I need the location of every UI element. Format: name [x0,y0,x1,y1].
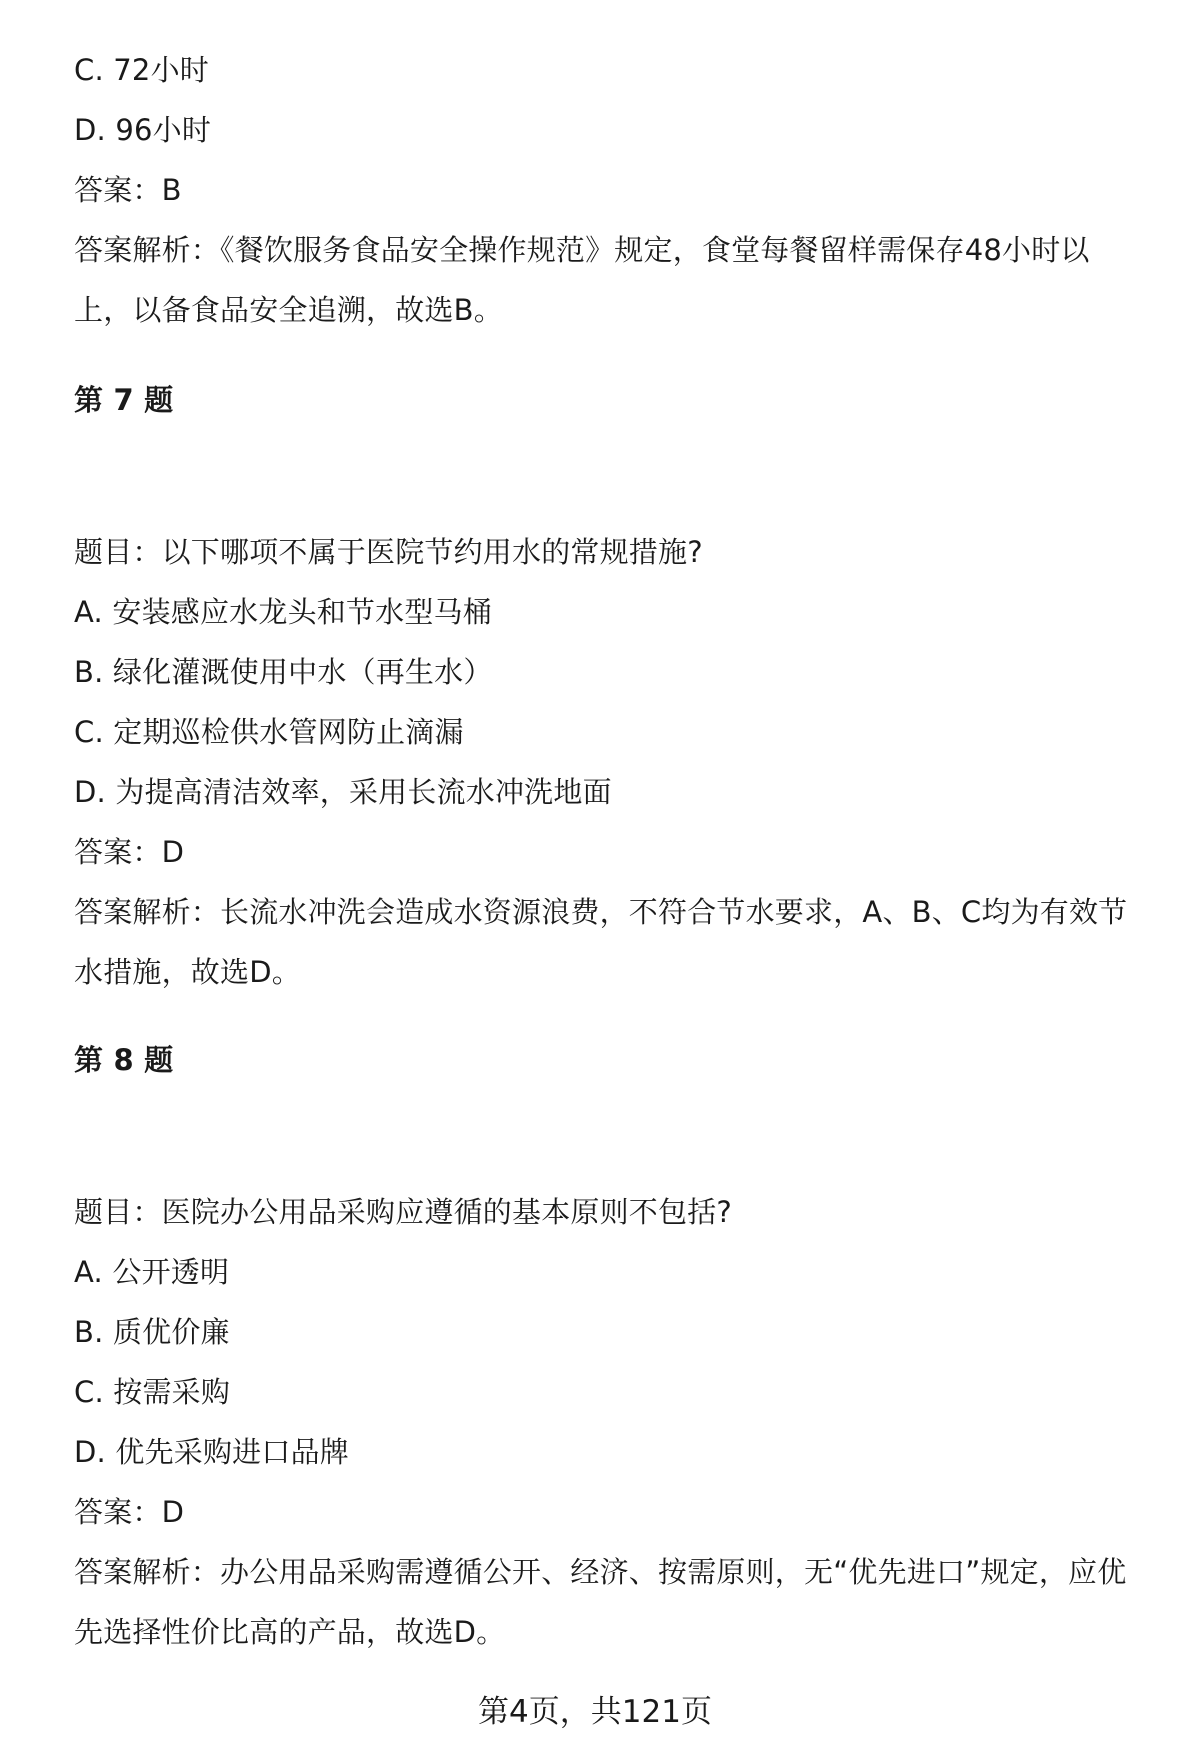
q7-option-c: C. 定期巡检供水管网防止滴漏 [74,715,464,749]
q6-option-d: D. 96小时 [74,113,212,147]
q8-answer: 答案：D [74,1495,185,1529]
q8-option-c: C. 按需采购 [74,1375,231,1409]
q7-answer: 答案：D [74,835,185,869]
q8-option-a: A. 公开透明 [74,1255,230,1289]
page-indicator: 第4页，共121页 [478,1694,712,1730]
q7-question: 题目：以下哪项不属于医院节约用水的常规措施? [74,535,703,569]
q7-explanation-line1: 答案解析：长流水冲洗会造成水资源浪费，不符合节水要求，A、B、C均为有效节 [74,895,1128,929]
q6-answer: 答案：B [74,173,182,207]
q6-option-c: C. 72小时 [74,53,209,87]
q6-explanation-line1: 答案解析：《餐饮服务食品安全操作规范》规定，食堂每餐留样需保存48小时以 [74,233,1090,267]
q8-option-d: D. 优先采购进口品牌 [74,1435,349,1469]
q8-heading: 第 8 题 [74,1043,174,1077]
q7-explanation-line2: 水措施，故选D。 [74,955,301,989]
q7-option-d: D. 为提高清洁效率，采用长流水冲洗地面 [74,775,612,809]
q8-explanation-line1: 答案解析：办公用品采购需遵循公开、经济、按需原则，无“优先进口”规定，应优 [74,1555,1127,1589]
q7-heading: 第 7 题 [74,383,174,417]
q8-question: 题目：医院办公用品采购应遵循的基本原则不包括? [74,1195,732,1229]
q7-option-a: A. 安装感应水龙头和节水型马桶 [74,595,492,629]
q7-option-b: B. 绿化灌溉使用中水（再生水） [74,655,493,689]
q8-option-b: B. 质优价廉 [74,1315,230,1349]
q6-explanation-line2: 上，以备食品安全追溯，故选B。 [74,293,503,327]
q8-explanation-line2: 先选择性价比高的产品，故选D。 [74,1615,506,1649]
